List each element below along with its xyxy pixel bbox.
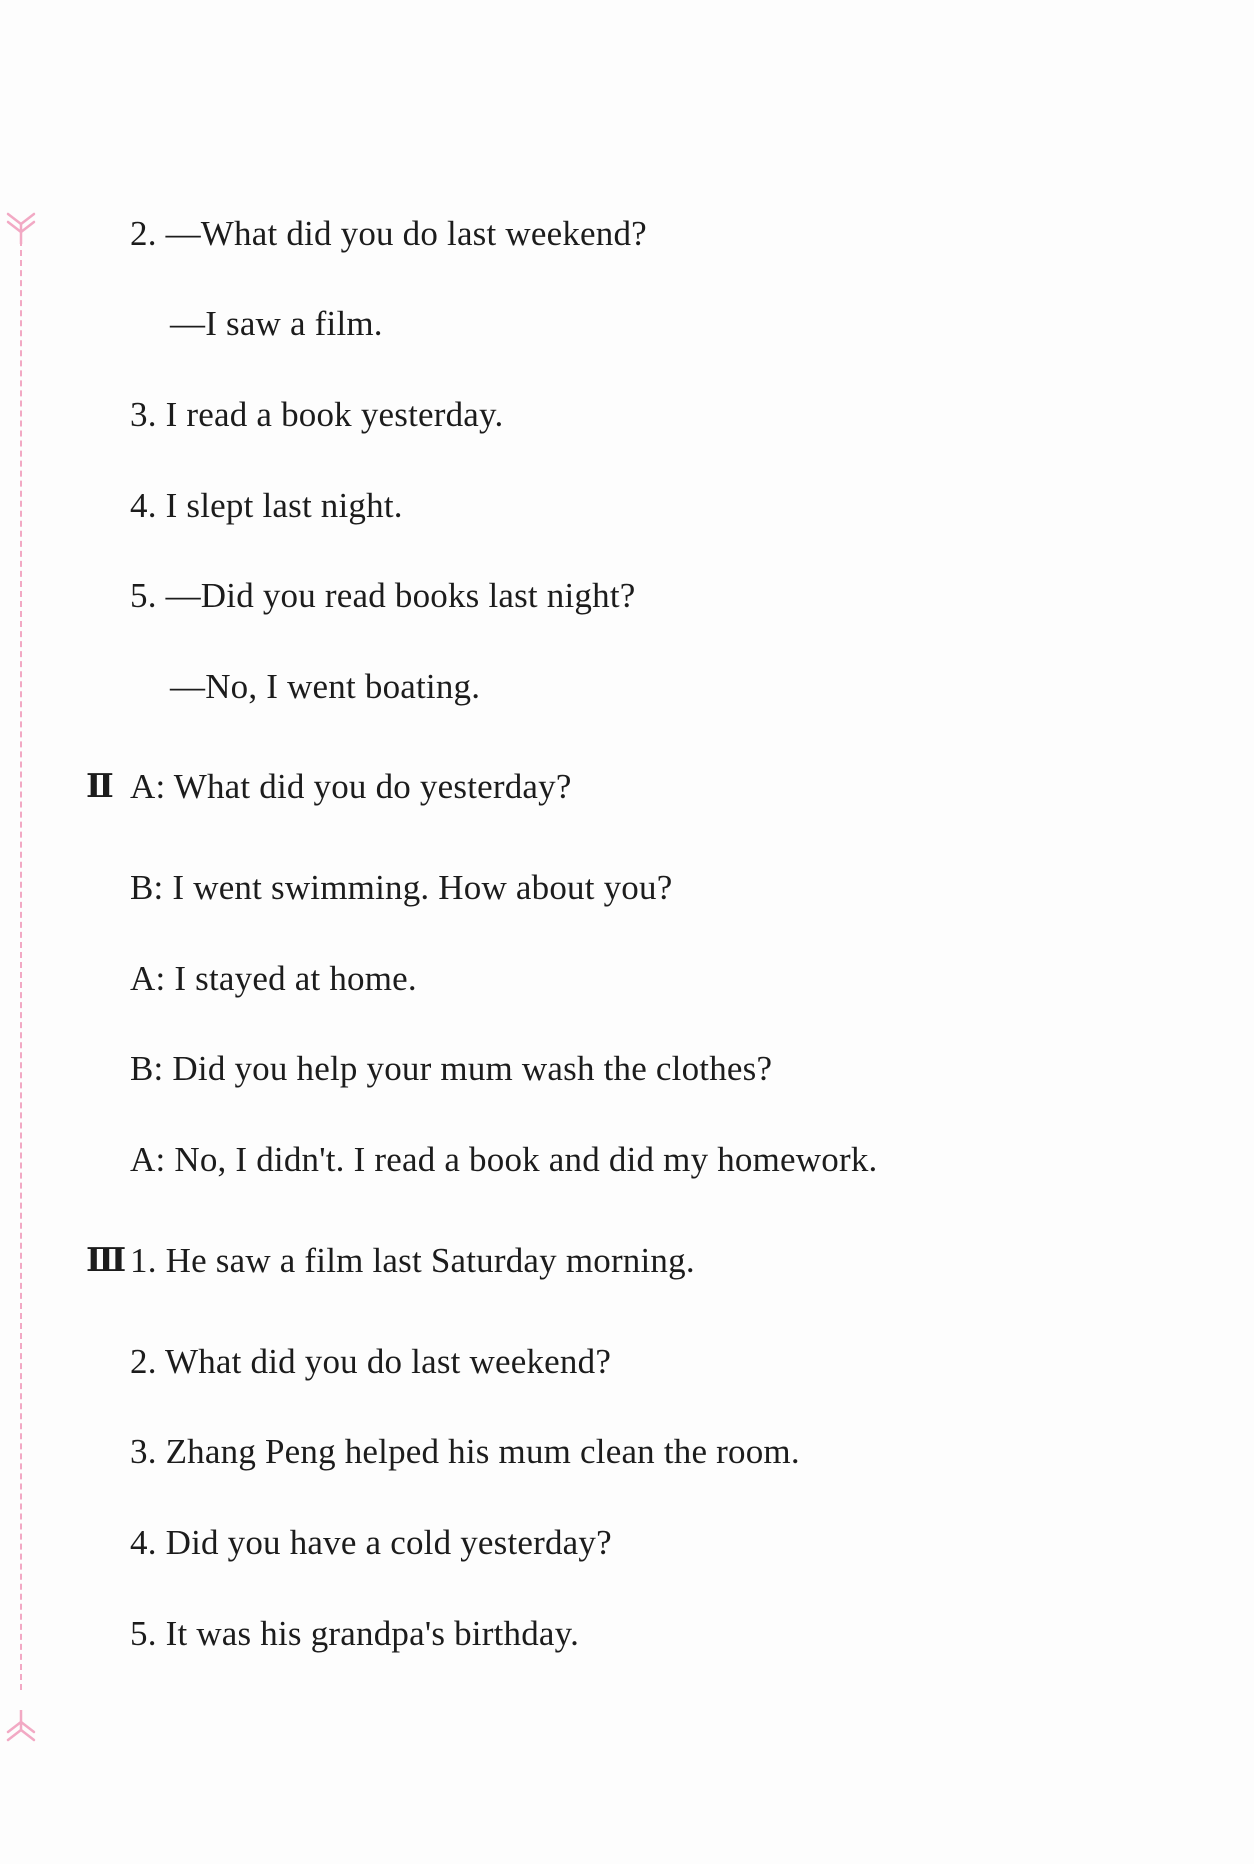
answer-line: 3. Zhang Peng helped his mum clean the room. — [130, 1432, 800, 1471]
answer-line: 5. It was his grandpa's birthday. — [130, 1614, 580, 1653]
answer-line: —No, I went boating. — [170, 667, 481, 706]
dialogue-line: A: No, I didn't. I read a book and did my homework. — [130, 1140, 878, 1179]
dialogue-line: A: I stayed at home. — [130, 959, 417, 998]
answer-line: 1. He saw a film last Saturday morning. — [130, 1241, 695, 1280]
section-marker: Ⅱ — [86, 769, 113, 805]
arrow-ornament-icon — [4, 210, 38, 244]
answer-line: 2. —What did you do last weekend? — [130, 214, 647, 253]
answer-line: 2. What did you do last weekend? — [130, 1342, 612, 1381]
dialogue-line: B: I went swimming. How about you? — [130, 868, 673, 907]
margin-dashed-line — [20, 240, 22, 1690]
arrow-ornament-icon — [4, 1710, 38, 1744]
answer-line: —I saw a film. — [170, 304, 383, 343]
answer-line: 5. —Did you read books last night? — [130, 576, 636, 615]
answer-line: 3. I read a book yesterday. — [130, 395, 504, 434]
answer-line: 4. Did you have a cold yesterday? — [130, 1523, 612, 1562]
dialogue-line: A: What did you do yesterday? — [130, 767, 572, 806]
answer-line: 4. I slept last night. — [130, 486, 403, 525]
section-marker: Ⅲ — [86, 1243, 126, 1279]
dialogue-line: B: Did you help your mum wash the clothes? — [130, 1049, 773, 1088]
